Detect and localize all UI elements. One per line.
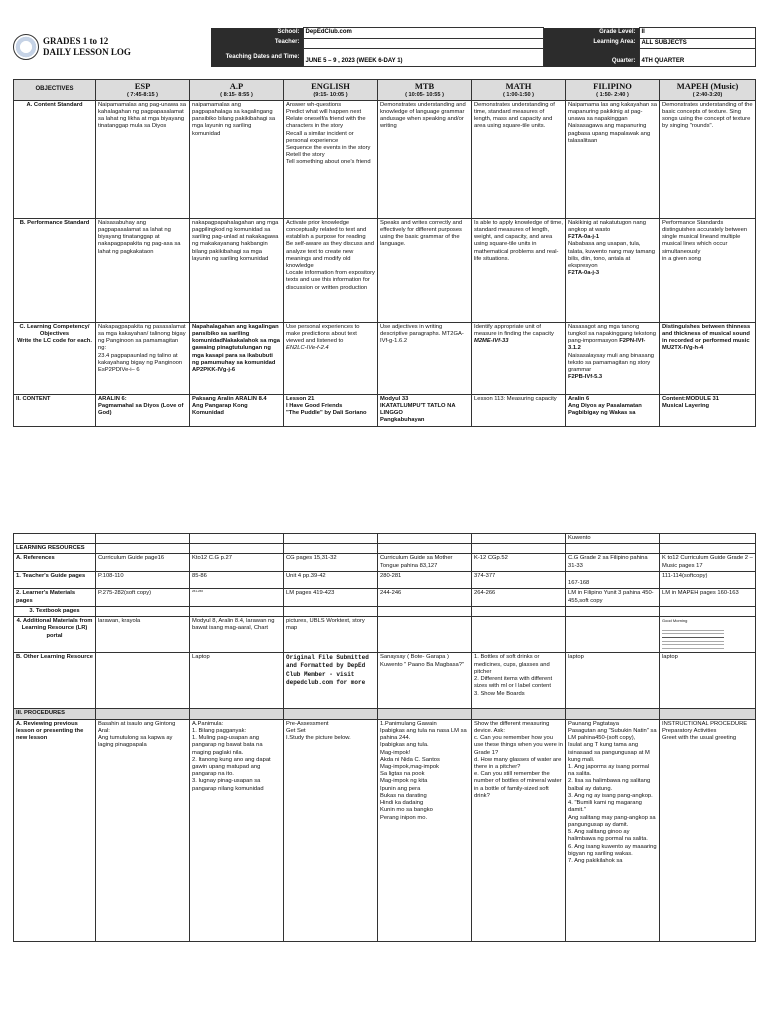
lm-cell: 261-266: [190, 589, 284, 606]
tg-cell: 111-114(softcopy): [660, 571, 756, 588]
school-label: School:: [211, 28, 303, 39]
textbook-label: 3. Textbook pages: [14, 606, 96, 616]
lm-cell: 264-266: [472, 589, 566, 606]
am-cell: [378, 617, 472, 653]
am-cell: [566, 617, 660, 653]
objective-row: [14, 322, 756, 394]
subject-name: MTB: [414, 81, 435, 91]
teacher-label: Teacher:: [211, 38, 303, 49]
lm-cell: LM in Filipino Yunit 3 pahina 450-455,soft copy: [566, 589, 660, 606]
tg-cell: P.108-110: [96, 571, 190, 588]
lesson-cell: Content:MODULE 31 Musical Layering: [660, 394, 756, 426]
olr-label: B. Other Learning Resource: [14, 653, 96, 709]
lesson-cell: Nakapagpapakita ng pasasalamat sa mga kakayahan/ talinong bigay ng Panginoon sa pamamagitan ng: 23.4 pagpapaunlad ng talino at kakayahang bigay ng Panginoon EsP2PDIVe-i– 6: [96, 322, 190, 394]
lesson-cell: naipamamalas ang pagpapahalaga sa kagalingang pansibiko bilang pakikibahagi sa mga layunin ng sariling komunidad: [190, 100, 284, 218]
rev-cell: INSTRUCTIONAL PROCEDURE Preparatory Activities Greet with the usual greeting: [660, 719, 756, 941]
learning-resources-label: LEARNING RESOURCES: [14, 544, 96, 554]
subject-header-filipino: [566, 80, 660, 101]
olr-cell: laptop: [566, 653, 660, 709]
header-table: [13, 27, 756, 67]
olr-cell: [96, 653, 190, 709]
references-cell: Kto12 C.G p.27: [190, 554, 284, 571]
rev-cell: 1.Panimulang Gawain Ipabigkas ang tula na nasa LM sa pahina 244. Ipabigkas ang tula. Mag-impok! Akda ni Nida C. Santos Mag-impok,mag-impok Sa ligtas na pook Mag-impok ng kita Ipunin ang pera Bukas na darating Hindi ka dadaing Kunin mo sa bangko Perang inipon mo.: [378, 719, 472, 941]
am-cell: [660, 617, 756, 653]
lm-label: 2. Learner's Materials pages: [14, 589, 96, 606]
subject-name: FILIPINO: [593, 81, 632, 91]
lesson-cell: Nakikinig at nakatutugon nang angkop at wasto F2TA-0a-j-1 Nababasa ang usapan, tula, talata, kuwento nang may tamang bilis, diin, tono, antala at ekspresyon F2TA-0a-j-3: [566, 218, 660, 322]
lesson-cell: Distinguishes between thinness and thickness of musical sound in recorded or performed music MU2TX-IVg-h-4: [660, 322, 756, 394]
lesson-cell: Is able to apply knowledge of time, standard measures of length, weight, and capacity, and area using square-tile units in mathematical problems and real-life situations.: [472, 218, 566, 322]
am-cell: pictures, UBLS Worktext, story map: [284, 617, 378, 653]
objective-row: [14, 218, 756, 322]
quarter-label: Quarter:: [543, 49, 639, 67]
procedures-label: III. PROCEDURES: [14, 709, 96, 719]
subject-name: MAPEH (Music): [676, 81, 739, 91]
lesson-cell: Lesson 113: Measuring capacity: [472, 394, 566, 426]
objective-row: [14, 394, 756, 426]
am-label: 4. Additional Materials from Learning Resource (LR) portal: [14, 617, 96, 653]
subject-time: ( 2:40-3:20): [692, 91, 723, 98]
subject-name: ESP: [134, 81, 151, 91]
subject-header-english: [284, 80, 378, 101]
subject-header-a-p: [190, 80, 284, 101]
dll-title: GRADES 1 to 12 DAILY LESSON LOG: [43, 36, 131, 57]
school-value: DepEdClub.com: [303, 28, 543, 39]
subject-time: ( 10:05- 10:55 ): [405, 91, 444, 98]
row-label: C. Learning Competency/ Objectives Write the LC code for each.: [14, 322, 96, 394]
lesson-cell: Identify appropriate unit of measure in finding the capacity M2ME-IVf-33: [472, 322, 566, 394]
lesson-cell: Naipamama las ang kakayahan sa mapanuring pakikinig at pag-unawa sa napakinggan Naisasagawa ang mapanuring pagbasa upang mapalawak ang talasalitaan: [566, 100, 660, 218]
references-cell: CG pages 15,31-32: [284, 554, 378, 571]
tg-cell: 85-86: [190, 571, 284, 588]
olr-cell: Original File Submitted and Formatted by DepEd Club Member - visit depedclub.com for more: [284, 653, 378, 709]
quarter-value: 4TH QUARTER: [639, 49, 755, 67]
subject-time: ( 1:50- 2:40 ): [596, 91, 629, 98]
lesson-cell: Answer wh-questions Predict what will happen next Relate oneself/a friend with the characters in the story Recall a similar incident or personal experience Sequence the events in the story Retell the story Tell something about one's friend: [284, 100, 378, 218]
rev-cell: Paunang Pagtataya Pasagutan ang "Subukin Natin" sa LM pahina450-(soft copy), Isulat ang T kung tama ang isinasaad sa pangungusap at M kung mali. 1. Ang japorms ay isang pormal na salita. 2. Iisa sa halimbawa ng salitang balbal ay datung. 3. Ang ng ay isang pang-angkop. 4. "Bumili kami ng magarang damit." Ang salitang may pang-angkop sa pangungusap ay damit. 5. Ang salitang ginoo ay halimbawa ng pormal na salita. 6. Ang isang kuwento ay maaaring bigyan ng sariling wakas. 7. Ang pakikilahok sa: [566, 719, 660, 941]
carry-over-text: Kuwento: [566, 534, 660, 544]
subject-time: (9:15- 10:05 ): [313, 91, 348, 98]
rev-cell: Pre-Assessment Get Set I.Study the picture below.: [284, 719, 378, 941]
dll-page-1: [13, 27, 755, 427]
area-value: ALL SUBJECTS: [639, 38, 755, 49]
objectives-header: OBJECTIVES: [14, 80, 96, 101]
lesson-cell: Naisasabuhay ang pagpapasalamat sa lahat ng biyayang tinatanggap at nakapagpapakita ng pag-asa sa lahat ng pagkakataon: [96, 218, 190, 322]
tg-label: 1. Teacher's Guide pages: [14, 571, 96, 588]
am-cell: [472, 617, 566, 653]
lesson-cell: Demonstrates understanding and knowledge of language grammar andusage when speaking and/or writing: [378, 100, 472, 218]
lm-cell: LM pages 419-423: [284, 589, 378, 606]
objective-row: [14, 100, 756, 218]
lm-cell: LM in MAPEH pages 160-163: [660, 589, 756, 606]
olr-cell: 1. Bottles of soft drinks or medicines, cups, glasses and pitcher 2. Different items with different sizes with ml or l label content 3. Show Me Boards: [472, 653, 566, 709]
dates-value: JUNE 5 – 9 , 2023 (WEEK 6-DAY 1): [303, 49, 543, 67]
row-label: II. CONTENT: [14, 394, 96, 426]
references-cell: Curriculum Guide page16: [96, 554, 190, 571]
review-label: A. Reviewing previous lesson or presenting the new lesson: [14, 719, 96, 941]
lesson-cell: Demonstrates understanding of the basic concepts of texture. Sing songs using the concept of texture by singing "rounds".: [660, 100, 756, 218]
lesson-cell: nakapagpapahalagahan ang mga pagpilingkod ng komunidad sa sariling pag-unlad at nakakagawa ng makakayanang hakbangin bilang pakikibahagi sa mga layunin ng sariling komunidad: [190, 218, 284, 322]
lesson-cell: Modyul 33 IKATATLUMPU'T TATLO NA LINGGO Pangkabuhayan: [378, 394, 472, 426]
tg-cell: Unit 4 pp.39-42: [284, 571, 378, 588]
lesson-cell: Paksang Aralin ARALIN 8.4 Ang Pangarap Kong Komunidad: [190, 394, 284, 426]
lesson-cell: Naipamamalas ang pag-unawa sa kahalagahan ng pagpapasalamat sa lahat ng likha at mga biyayang tinatanggap mula sa Diyos: [96, 100, 190, 218]
subject-time: ( 7:45-8:15 ): [126, 91, 159, 98]
subject-time: ( 8:15- 8:55 ): [220, 91, 253, 98]
references-cell: C.G Grade 2 sa Filipino pahina 31-33: [566, 554, 660, 571]
subject-name: ENGLISH: [311, 81, 350, 91]
lesson-cell: Napahalagahan ang kagalingan pansibiko sa sariling komunidadNakakalahok sa mga gawaing pinagtutulungan ng mga kasapi para sa ikabubuti ng pamumuhay sa komunidad AP2PKK-IVg-j-6: [190, 322, 284, 394]
logo-area: [13, 28, 211, 67]
tg-cell: 374-377: [472, 571, 566, 588]
music-sheet-image: [662, 627, 724, 649]
tg-cell: 280-281: [378, 571, 472, 588]
rev-cell: A.Panimula: 1. Bilang pagganyak: 1. Muling pag-usapan ang pangarap ng bawat bata na maging paglaki nila. 2. Itanong kung ano ang dapat gawin upang matupad ang pangarap na ito. 3. Iugnay pinag-usapan sa pangarap nilang komunidad: [190, 719, 284, 941]
grade-value: II: [639, 28, 755, 39]
subject-header-math: [472, 80, 566, 101]
lesson-cell: Speaks and writes correctly and effectively for different purposes using the basic grammar of the language.: [378, 218, 472, 322]
objectives-table: [13, 79, 756, 427]
tg-cell: 167-168: [566, 571, 660, 588]
deped-seal-icon: [13, 34, 39, 60]
lesson-cell: Use adjectives in writing descriptive paragraphs. MT2GA-IVf-g-1.6.2: [378, 322, 472, 394]
lesson-cell: Activate prior knowledge conceptually related to text and establish a purpose for reading Be self-aware as they discuss and analyze text to create new meanings and modify old knowledge Locate information from expository texts and use this information for discussion or written production: [284, 218, 378, 322]
lm-cell: P.275-282(soft copy): [96, 589, 190, 606]
references-cell: K to12 Curriculum Guide Grade 2 – Music pages 17: [660, 554, 756, 571]
grade-label: Grade Level:: [543, 28, 639, 39]
subject-name: MATH: [505, 81, 532, 91]
olr-cell: laptop: [660, 653, 756, 709]
subject-name: A.P: [229, 81, 244, 91]
row-label: A. Content Standard: [14, 100, 96, 218]
lesson-cell: ARALIN 6: Pagmamahal sa Diyos (Love of God): [96, 394, 190, 426]
subject-header-mtb: [378, 80, 472, 101]
am-cell: Modyul 8, Aralin 8.4, larawan ng bawat isang mag-aaral, Chart: [190, 617, 284, 653]
olr-cell: Sanaysay ( Bote- Garapa ) Kuwento " Paano Ba Magbasa?": [378, 653, 472, 709]
subject-header-esp: [96, 80, 190, 101]
subject-header-mapeh-music: [660, 80, 756, 101]
subject-time: ( 1:00-1:50 ): [502, 91, 535, 98]
rev-cell: Basahin at isaulo ang Gintong Aral: Ang tumutulong sa kapwa ay laging pinagpapala: [96, 719, 190, 941]
olr-cell: Laptop: [190, 653, 284, 709]
lesson-cell: Performance Standards distinguishes accurately between single musical lineand multiple musical lines which occur simultaneously in a given song: [660, 218, 756, 322]
lesson-cell: Lesson 21 I Have Good Friends "The Puddle" by Dali Soriano: [284, 394, 378, 426]
row-label: B. Performance Standard: [14, 218, 96, 322]
rev-cell: Show the different measuring device. Ask: c. Can you remember how you use these things when you were in Grade 1? d. How many glasses of water are there in a pitcher? e. Can you still remember the number of bottles of mineral water in a bottle of family-sized soft drink?: [472, 719, 566, 941]
references-label: A. References: [14, 554, 96, 571]
lesson-cell: Use personal experiences to make predictions about text viewed and listened to EN2LC-IVe-f-2.4: [284, 322, 378, 394]
references-cell: Curriculum Guide sa Mother Tongue pahina 83,127: [378, 554, 472, 571]
resources-table: [13, 533, 756, 942]
dll-page-2: [13, 533, 755, 942]
area-label: Learning Area:: [543, 38, 639, 49]
lesson-cell: Demonstrates understanding of time, standard measures of length, mass and capacity and area using square-tile units.: [472, 100, 566, 218]
lesson-cell: Aralin 6 Ang Diyos ay Pasalamatan Pagbibigay ng Wakas sa: [566, 394, 660, 426]
lesson-cell: Nasasagot ang mga tanong tungkol sa napakinggang tekstong pang-impormasyon F2PN-IVf-3.1.2 Naisasalaysay muli ang binasang teksto sa pamamagitan ng story grammar F2PB-IVf-5.3: [566, 322, 660, 394]
lm-cell: 244-246: [378, 589, 472, 606]
dates-label: Teaching Dates and Time:: [211, 49, 303, 67]
references-cell: K-12 CGp.52: [472, 554, 566, 571]
teacher-value: [303, 38, 543, 49]
am-cell: larawan, krayola: [96, 617, 190, 653]
music-sheet-title: Good Morning: [662, 618, 688, 624]
